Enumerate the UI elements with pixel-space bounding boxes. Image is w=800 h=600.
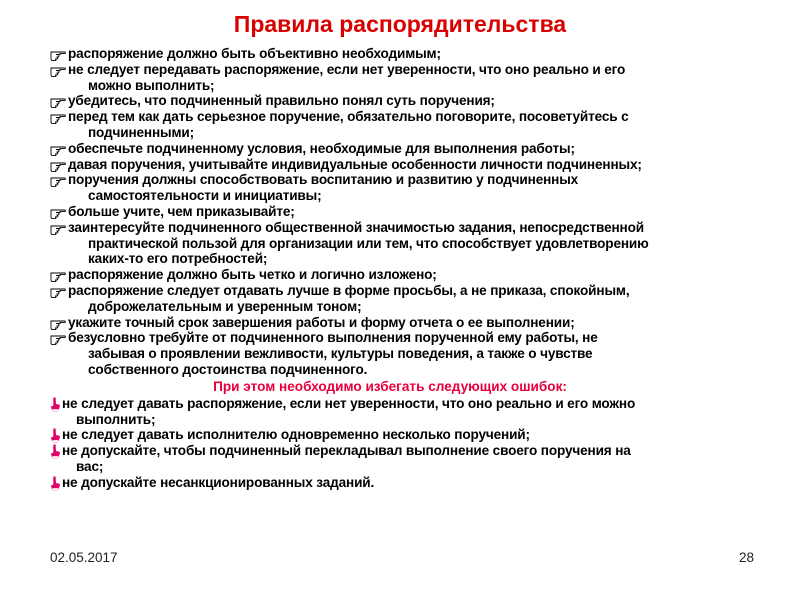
rule-line: забывая о проявлении вежливости, культуры поведения, а также о чувстве <box>88 346 593 362</box>
slide-title: Правила распорядительства <box>233 11 567 37</box>
pointing-hand-icon <box>50 46 66 62</box>
rule-line: практической пользой для организации или тем, что способствует удовлетворению <box>88 235 649 251</box>
error-item <box>50 427 770 443</box>
rule-line: самостоятельности и инициативы; <box>88 188 322 204</box>
errors-subheading: При этом необходимо избегать следующих ошибок: <box>213 378 567 394</box>
rules-list <box>50 46 770 491</box>
pointing-hand-icon <box>50 220 66 236</box>
rule-item <box>50 93 770 109</box>
rule-line: обеспечьте подчиненному условия, необходимые для выполнения работы; <box>68 140 575 156</box>
rule-item <box>50 330 770 377</box>
error-line: не следует давать исполнителю одновременно несколько поручений; <box>62 427 530 443</box>
error-item <box>50 475 770 491</box>
rule-item <box>50 141 770 157</box>
rule-line: укажите точный срок завершения работы и форму отчета о ее выполнении; <box>68 314 575 330</box>
error-line: не допускайте, чтобы подчиненный перекладывал выполнение своего поручения на <box>62 443 631 459</box>
error-line: не следует давать распоряжение, если нет уверенности, что оно реально и его можно <box>62 395 636 411</box>
pointing-hand-icon <box>50 93 66 109</box>
error-line: не допускайте несанкционированных заданий. <box>62 474 375 490</box>
rule-line: каких-то его потребностей; <box>88 251 268 267</box>
rule-line: можно выполнить; <box>88 77 215 93</box>
pointing-hand-icon <box>50 330 66 346</box>
rule-line: давая поручения, учитывайте индивидуальные особенности личности подчиненных; <box>68 156 642 172</box>
page-number: 28 <box>738 550 754 565</box>
rule-line: не следует передавать распоряжение, если нет уверенности, что оно реально и его <box>68 61 626 77</box>
error-line: вас; <box>76 458 104 474</box>
pointing-hand-icon <box>50 157 66 173</box>
rule-item <box>50 315 770 331</box>
rule-item <box>50 283 770 315</box>
error-item <box>50 443 770 475</box>
pointing-hand-icon <box>50 141 66 157</box>
pointing-hand-icon <box>50 267 66 283</box>
rule-line: распоряжение должно быть четко и логично изложено; <box>68 267 437 283</box>
rule-line: безусловно требуйте от подчиненного выполнения порученной ему работы, не <box>68 330 598 346</box>
rule-item <box>50 157 770 173</box>
pointing-hand-icon <box>50 172 66 188</box>
pointing-hand-icon <box>50 204 66 220</box>
rule-item <box>50 46 770 62</box>
rule-item <box>50 220 770 267</box>
rule-item <box>50 204 770 220</box>
errors-container <box>50 396 770 491</box>
pointing-hand-icon <box>50 62 66 78</box>
rule-item <box>50 267 770 283</box>
rule-item <box>50 62 770 94</box>
pointing-hand-icon <box>50 315 66 331</box>
rule-line: поручения должны способствовать воспитанию и развитию у подчиненных <box>68 172 579 188</box>
rule-line: перед тем как дать серьезное поручение, обязательно поговорите, посоветуйтесь с <box>68 109 629 125</box>
error-line: выполнить; <box>76 411 156 427</box>
pointing-hand-icon <box>50 283 66 299</box>
error-item <box>50 396 770 428</box>
finger-up-icon <box>50 427 61 443</box>
rule-line: убедитесь, что подчиненный правильно понял суть поручения; <box>68 93 495 109</box>
footer-date: 02.05.2017 <box>50 550 118 565</box>
rule-line: подчиненными; <box>88 124 195 140</box>
pointing-hand-icon <box>50 109 66 125</box>
rule-line: распоряжение следует отдавать лучше в форме просьбы, а не приказа, спокойным, <box>68 282 630 298</box>
rule-line: заинтересуйте подчиненного общественной значимостью задания, непосредственной <box>68 219 644 235</box>
rule-item <box>50 109 770 141</box>
finger-up-icon <box>50 396 61 412</box>
rule-line: распоряжение должно быть объективно необходимым; <box>68 46 441 61</box>
finger-up-icon <box>50 443 61 459</box>
rule-item <box>50 172 770 204</box>
rule-line: собственного достоинства подчиненного. <box>88 361 368 377</box>
rule-line: больше учите, чем приказывайте; <box>68 203 295 219</box>
finger-up-icon <box>50 475 61 491</box>
rule-line: доброжелательным и уверенным тоном; <box>88 298 362 314</box>
rules-container <box>50 46 770 378</box>
